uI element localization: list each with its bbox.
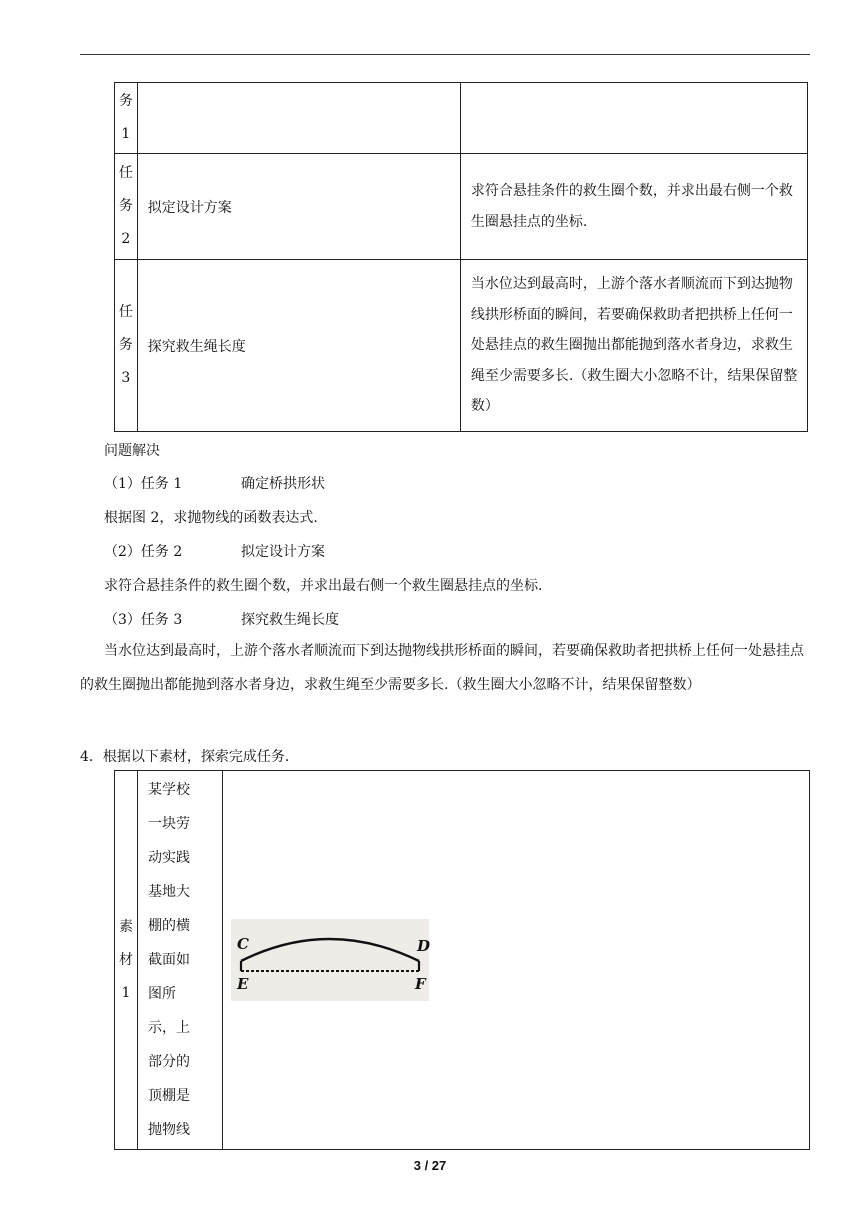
material-desc-line: 截面如: [148, 952, 190, 968]
task-desc: 求符合悬挂条件的救生圈个数，并求出最右侧一个救生圈悬挂点的坐标.: [470, 183, 793, 230]
task2-label: （2）任务 2: [104, 544, 183, 560]
task-label-char: 任: [118, 304, 133, 320]
point-f-label: F: [415, 975, 426, 993]
greenhouse-figure-drawing: [231, 919, 429, 1001]
task-label-char: 务: [118, 198, 133, 214]
task-name-cell: [137, 154, 460, 260]
task-label-char: 3: [121, 370, 131, 386]
task-name-cell: [137, 83, 460, 154]
task-label-cell: [115, 83, 138, 154]
material-figure-cell: [223, 771, 810, 1150]
material-desc-line: 某学校: [148, 782, 190, 798]
task3-label: （3）任务 3: [104, 612, 183, 628]
material-desc-line: 抛物线: [148, 1122, 190, 1138]
task-desc-cell: [460, 154, 807, 260]
question-4-prompt: 4．根据以下素材，探索完成任务.: [80, 749, 290, 765]
task3-text: 当水位达到最高时，上游个落水者顺流而下到达抛物线拱形桥面的瞬间，若要确保救助者把拱桥上任何一处悬挂点的救生圈抛出都能抛到落水者身边，求救生绳至少需要多长.（救生圈大小忽略不计，结果保留整数）: [80, 643, 804, 693]
material-label-char: 1: [121, 984, 131, 1001]
material-desc-line: 基地大: [148, 884, 190, 900]
material-desc-line: 动实践: [148, 850, 190, 866]
task-desc-cell: [460, 260, 807, 432]
task-label-char: 务: [118, 337, 133, 353]
task2-text: 求符合悬挂条件的救生圈个数，并求出最右侧一个救生圈悬挂点的坐标.: [104, 578, 543, 594]
parabola-roof: [241, 939, 419, 961]
material-label-cell: [115, 771, 138, 1150]
point-e-label: E: [237, 975, 249, 993]
task-desc-cell: [460, 83, 807, 154]
task1-title: 确定桥拱形状: [241, 476, 325, 492]
header-rule: [80, 54, 810, 55]
task-name: 探究救生绳长度: [147, 338, 246, 355]
task2-title: 拟定设计方案: [241, 544, 325, 560]
page-number: 3 / 27: [413, 1158, 447, 1173]
point-d-label: D: [417, 937, 431, 955]
material-desc-line: 部分的: [148, 1054, 190, 1070]
point-c-label: C: [237, 935, 249, 953]
task-label-char: 1: [121, 126, 131, 142]
material-table: [114, 770, 810, 1150]
task-label-char: 任: [118, 165, 133, 181]
task-name: 拟定设计方案: [147, 199, 232, 216]
material-label-char: 材: [119, 951, 133, 968]
material-desc-cell: [138, 771, 223, 1150]
material-desc-line: 一块劳: [148, 816, 190, 832]
greenhouse-cross-section-figure: [231, 919, 429, 1001]
task-label-char: 2: [121, 231, 131, 247]
task1-label: （1）任务 1: [104, 476, 183, 492]
material-desc-line: 示，上: [148, 1020, 190, 1036]
task-name-cell: [137, 260, 460, 432]
task-table: [114, 82, 808, 432]
task-label-cell: [115, 260, 138, 432]
material-desc-line: 顶棚是: [148, 1088, 190, 1104]
task2-line: [104, 541, 325, 561]
task-row-3: [115, 260, 808, 432]
task1-text: 根据图 2，求抛物线的函数表达式.: [104, 510, 318, 526]
task-desc: 当水位达到最高时，上游个落水者顺流而下到达抛物线拱形桥面的瞬间，若要确保救助者把拱桥上任何一处悬挂点的救生圈抛出都能抛到落水者身边，求救生绳至少需要多长.（救生圈大小忽略不计，结果保留整数）: [470, 276, 798, 415]
task3-title: 探究救生绳长度: [241, 612, 339, 628]
task1-line: [104, 473, 325, 493]
material-label-char: 素: [119, 918, 133, 935]
material-desc-line: 图所: [148, 986, 176, 1002]
problem-heading: 问题解决: [104, 443, 160, 459]
task3-line: [104, 609, 339, 629]
task-label-cell: [115, 154, 138, 260]
task-label-char: 务: [118, 93, 133, 109]
task-row-1: [115, 83, 808, 154]
task-row-2: [115, 154, 808, 260]
material-desc-line: 棚的横: [148, 918, 190, 934]
material-row-1: [115, 771, 810, 1150]
